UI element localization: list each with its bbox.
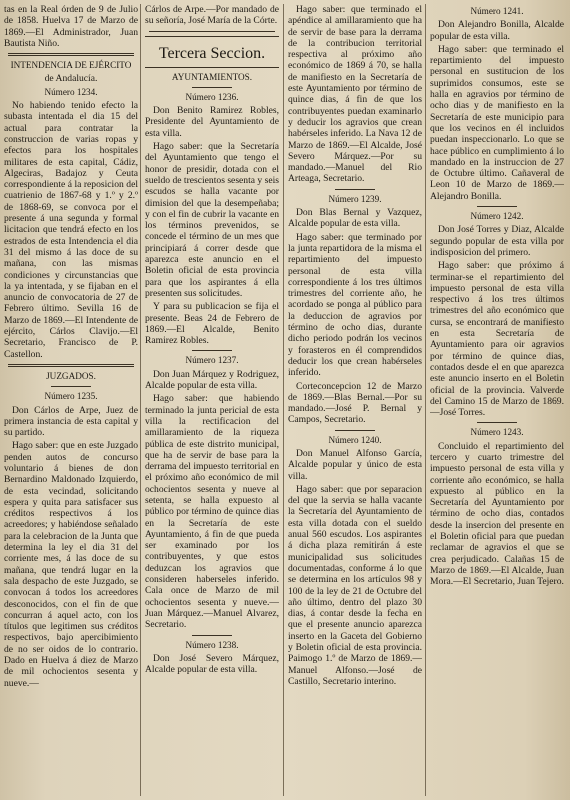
notice-intro: Don Juan Márquez y Rodriguez, Alcalde popular de esta villa. [145,368,279,392]
divider [8,364,134,367]
notice-intro: Don José Severo Márquez, Alcalde popular de esta villa. [145,652,279,676]
divider [335,189,375,190]
notice-number: Número 1237. [185,355,239,366]
notice-number: Número 1235. [44,391,98,402]
notice-body: Hago saber: que habiendo terminado la junta pericial de esta villa la rectificacion del amillaramiento de la riqueza pública de este distrito municipal, que ha de servir de base para la derrama del impuesto territorial en el próximo año económico de mil ochocientos sesenta y nueve al setenta, se halla expuesto al público por término de quince dias en la Secretaría de este Ayuntamiento, á fin de que pueda ser examinado por los contribuyentes, y que estos deduzcan los agravios que consideren haberseles inferido. Cala once de Marzo de mil ochocientos sesenta y nueve.—Juan Márquez.—Manuel Alvarez, Secretario. [145,393,279,631]
divider [192,635,232,636]
notice-body: Concluido el repartimiento del tercero y cuarto trimestre del impuesto personal de esta villa y corriente año económico, se halla expuesto al público en la Secretaría del Ayuntamiento por término de ocho dias, contados desde la insercion del presente en el Boletin oficial para que puedan reclamar de agravios el que se crea perjudicado. Calañas 15 de Marzo de 1869.—El Alcalde, Juan Mora.—El Secretario, Juan Tejero. [430,440,564,588]
section-big-title: Tercera Seccion. [158,44,266,62]
divider [8,53,134,56]
notice-intro: Don José Torres y Diaz, Alcalde segundo popular de esta villa por indisposicion del primero. [430,224,564,258]
column-1 [4,4,138,796]
notice-body: Y para su publicacion se fija el presente. Beas 24 de Febrero de 1869.—El Alcalde, Benito Ramirez Robles. [145,301,279,347]
continued-text: tas en la Real órden de 9 de Julio de 1858. Huelva 17 de Marzo de 1869.—El Administrador, Juan Bautista Niño. [4,4,138,49]
column-divider [283,4,284,796]
notice-body: Hago saber: que la Secretaría del Ayuntamiento que tengo el honor de presidir, dotada con el sueldo de trescientos sesenta y seis escudos se halla vacante por dimision del que la desempeñaba; y con el fin de cubrir la vacante en los términos prevenidos, se concede el término de un mes que principiará á correr desde que aparezca este anuncio en el Boletin oficial de esta provincia para que los aspirantes á ella presenten sus solicitudes. [145,141,279,299]
notice-number: Número 1240. [328,434,382,445]
column-divider [425,4,426,796]
column-divider [140,4,141,796]
notice-body: Hago saber: que próximo á terminar-se el repartimiento del impuesto personal de esta villa respectivo á los tres últimos trimestres del año económico que cursa, se encontrará de manifiesto en esta Secretaría de Ayuntamiento para oir agravios por término de quince dias, contados desde el en que aparezca este anuncio inserto en el Boletin oficial de la provincia. Valverde del Camino 15 de Marzo de 1869.—José Torres. [430,260,564,419]
notice-intro: Don Manuel Alfonso García, Alcalde popular y único de esta villa. [288,447,422,482]
notice-intro: Don Alejandro Bonilla, Alcalde popular de esta villa. [430,19,564,42]
divider [51,386,91,387]
divider [192,350,232,351]
divider [149,31,275,32]
section-title: AYUNTAMIENTOS. [171,71,253,82]
column-3 [288,4,422,796]
notice-number: Número 1236. [185,91,239,102]
notice-number: Número 1241. [470,6,524,16]
notice-number: Número 1238. [185,639,239,650]
divider [192,87,232,88]
section-header-box [145,36,279,68]
divider [477,422,517,423]
divider [335,430,375,431]
notice-body: Hago saber: que terminado el apéndice al amillaramiento que ha de servir de base para la derrama de la contribucion territorial respectiva al próximo año económico de 1869 á 70, se halla de manifiesto en la Secretaría de este Ayuntamiento por término de quince dias, á fin de que los contribuyentes puedan examinarlo y deducir los agravios que crean habérseles inferido. La Nava 12 de Marzo de 1869.—El Alcalde, José Severo Márquez.—Por su mandado.—Manuel del Rio Arteaga, Secretario. [288,4,422,185]
notice-number: Número 1239. [328,193,382,204]
notice-intro: Don Benito Ramirez Robles, Presidente del Ayuntamiento de esta villa. [145,105,279,139]
section-subtitle: de Andalucía. [44,73,98,85]
notice-intro: Don Cárlos de Arpe, Juez de primera instancia de esta capital y su partido. [4,404,138,439]
notice-number: Número 1234. [44,86,98,97]
notice-body: Hago saber: que terminado por la junta repartidora de la misma el repartimiento del impuesto personal de esta villa correspondiente á los tres últimos trimestres del corriente año, he acordado se ponga al público para la deduccion de agravios por término de ocho dias, durante dicho periodo podrán los vecinos y forasteros en él comprendidos deducir los que crean habérseles inferido. [288,231,422,379]
notice-number: Número 1242. [470,211,524,222]
notice-body: Hago saber: que terminado el repartimiento del impuesto personal en sustitucion de los suprimidos consumos, este se halla en agravios por término de ocho dias y de manifiesto en la Secretaría de este municipio para que los vecinos en él incluidos puedan inspeccionarlo. Lo que se hace público en cumplimiento á lo mandado en la instruccion de 27 de Octubre último. Cañaveral de Leon 10 de Marzo de 1869.—Alejandro Bonilla. [430,43,564,202]
column-2 [145,4,279,796]
continued-text: Cárlos de Arpe.—Por mandado de su señoría, José María de la Córte. [145,4,279,27]
column-4 [430,4,564,796]
notice-intro: Don Blas Bernal y Vazquez, Alcalde popular de esta villa. [288,207,422,230]
section-title: INTENDENCIA DE EJÉRCITO [10,60,132,71]
notice-body: Hago saber: que en este Juzgado penden autos de concurso voluntario á bienes de don Bernardino Maldonado Izquierdo, de esta vecindad, solicitando espera y quita para satisfacer sus créditos respectivos á los acreedores; y habiéndose señalado para la celebracion de la Junta que determina la ley el dia 31 del corriente mes, á las doce de su mañana, que tendrá lugar en la sala despacho de este Juzgado, se convocan á todos los acreedores desconocidos, con el fin de que concurran á aquel acto, con los títulos que legitimen sus créditos respectivos, bajo apercibimiento de no ser oidos de lo contrario. Dado en Huelva á diez de Marzo de mil ochocientos sesenta y nueve.— [4,440,138,689]
notice-body: Hago saber: que por separacion del que la servia se halla vacante la Secretaría del Ayuntamiento de esta villa dotada con el sueldo anual 560 escudos. Los aspirantes á dicha plaza remitirán á este municipalidad sus solicitudes documentadas, conforme á lo que se determina en los artículos 98 y 100 de la ley de 21 de Octubre del año último, dentro del plazo 30 dias, á contar desde la fecha en que el presente anuncio aparezca inserto en la Gaceta del Gobierno y Boletin oficial de esta provincia. Paimogo 1.º de Marzo de 1869.—Manuel Alfonso.—José de Castillo, Secretario interino. [288,483,422,687]
section-title: JUZGADOS. [46,370,96,381]
divider [477,206,517,207]
notice-body: Corteconcepcion 12 de Marzo de 1869.—Blas Bernal.—Por su mandado.—José P. Bernal y Campos, Secretario. [288,380,422,426]
notice-number: Número 1243. [470,427,524,438]
notice-body: No habiendo tenido efecto la subasta intentada el dia 15 del actual para contratar la construccion de varias ropas y efectos para los hospitales militares de esta capital, Cádiz, Algeciras, Badajoz y Ceuta correspondiente á la reposicion del cuatrienio de 1867-68 y 1.º y 2.º de 1868-69, se convoca por el presente á una segunda y formal licitacion que tendrá efecto en los estrados de esta Intendencia el dia 31 del mismo á las doce de su mañana, con las mismas condiciones y circunstancias que la ya intentada, y se fijaban en el anuncio de convocatoria de 27 de Febrero último. Sevilla 16 de Marzo de 1869.—El Intendente de ejército, Cárlos Clavijo.—El Secretario, Francisco de P. Castellon. [4,100,138,360]
